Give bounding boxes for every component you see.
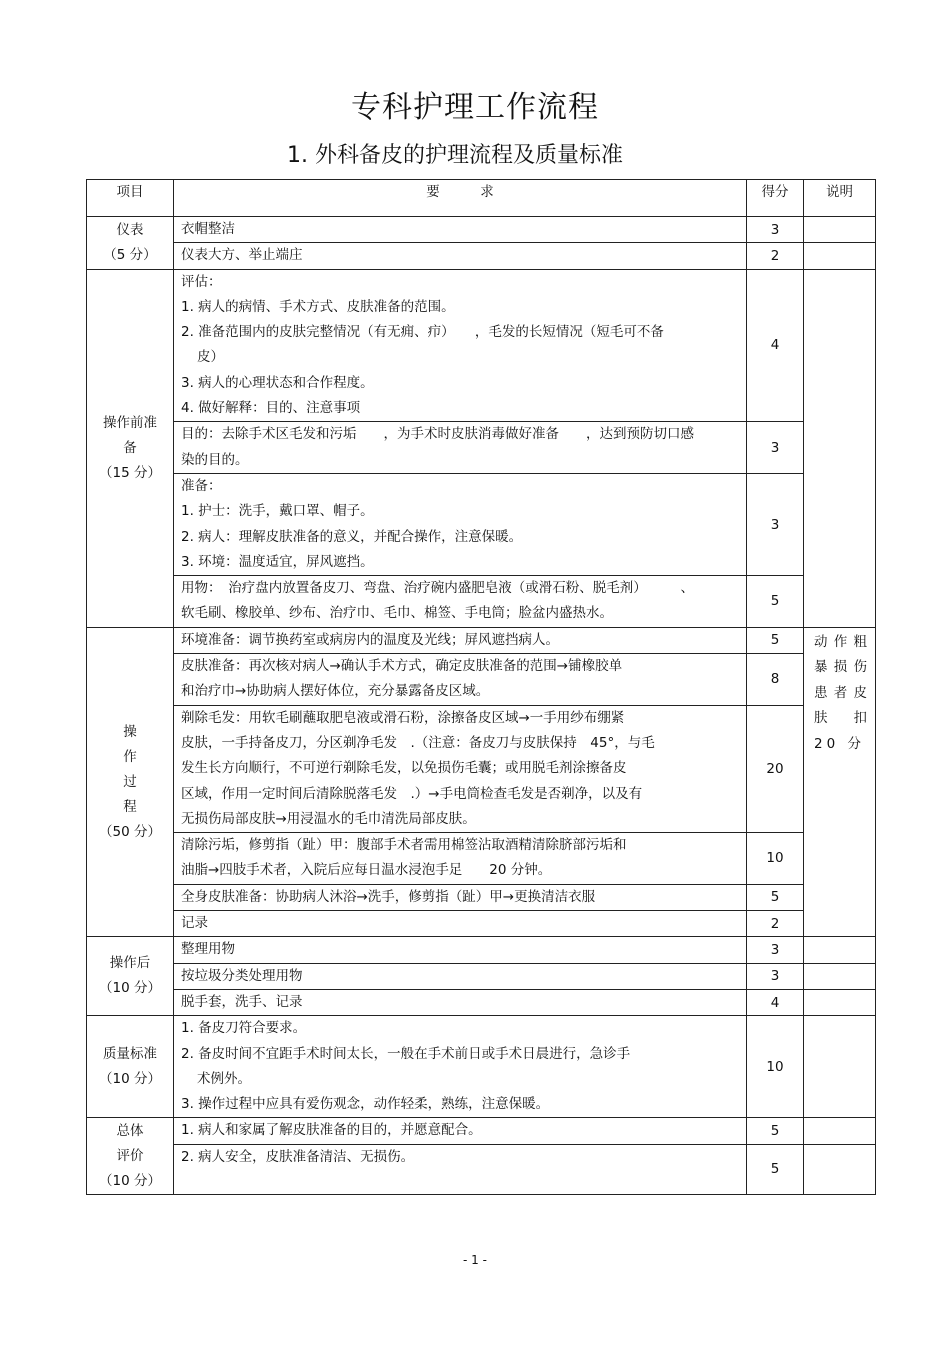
- category-cell: [87, 217, 174, 270]
- table-row: [87, 833, 876, 885]
- requirement-cell: [174, 1016, 747, 1118]
- table-row: [87, 243, 876, 269]
- category-cell: [87, 269, 174, 627]
- requirement-cell: [174, 1144, 747, 1194]
- requirement-line: 用物： 治疗盘内放置备皮刀、弯盘、治疗碗内盛肥皂液（或滑石粉、脱毛剂） 、: [181, 580, 694, 597]
- requirement-line: 软毛刷、橡胶单、纱布、治疗巾、毛巾、棉签、手电筒；脸盆内盛热水。: [181, 605, 613, 622]
- score-cell: 3: [747, 937, 804, 963]
- requirement-line: 无损伤局部皮肤→用浸温水的毛巾清洗局部皮肤。: [181, 810, 476, 827]
- category-label: 过: [123, 773, 137, 790]
- requirement-line: 目的：去除手术区毛发和污垢 ，为手术时皮肤消毒做好准备 ，达到预防切口感: [181, 426, 694, 443]
- page-subtitle: 1. 外科备皮的护理流程及质量标准: [287, 143, 623, 168]
- category-cell: [87, 1118, 174, 1194]
- note-cell: [804, 269, 876, 627]
- requirement-line: 1. 病人和家属了解皮肤准备的目的，并愿意配合。: [181, 1122, 482, 1139]
- requirement-line: 区域，作用一定时间后清除脱落毛发 .）→手电筒检查毛发是否剃净，以及有: [181, 785, 643, 802]
- table-row: [87, 963, 876, 989]
- score-cell: 2: [747, 243, 804, 269]
- category-label: 仪表: [116, 221, 144, 238]
- score-cell: 5: [747, 1118, 804, 1144]
- requirement-line: 发生长方向顺行，不可逆行剃除毛发，以免损伤毛囊；或用脱毛剂涂擦备皮: [181, 760, 627, 777]
- note-cell: [804, 963, 876, 989]
- requirement-line: 脱手套，洗手、记录: [181, 993, 303, 1010]
- requirement-cell: [174, 243, 747, 269]
- score-cell: 5: [747, 884, 804, 910]
- requirement-line: 和治疗巾→协助病人摆好体位，充分暴露备皮区域。: [181, 683, 490, 700]
- note-cell: 动作粗暴损伤患者皮肤扣 20 分: [804, 627, 876, 937]
- nursing-standard-table: [86, 179, 876, 1195]
- category-label: （5 分）: [103, 246, 157, 263]
- requirement-line: 评估：: [181, 273, 222, 290]
- requirement-line: 4. 做好解释：目的、注意事项: [181, 400, 361, 417]
- requirement-line: 2. 病人：理解皮肤准备的意义，并配合操作，注意保暖。: [181, 528, 523, 545]
- table-row: [87, 1144, 876, 1194]
- requirement-line: 3. 操作过程中应具有爱伤观念，动作轻柔，熟练，注意保暖。: [181, 1096, 550, 1113]
- header-requirement: 要 求: [174, 180, 747, 217]
- category-cell: [87, 937, 174, 1016]
- category-label: 质量标准: [103, 1045, 157, 1062]
- note-cell: [804, 989, 876, 1015]
- score-cell: 4: [747, 269, 804, 422]
- requirement-line: 油脂→四肢手术者，入院后应每日温水浸泡手足 20 分钟。: [181, 862, 552, 879]
- note-cell: [804, 243, 876, 269]
- score-cell: 10: [747, 1016, 804, 1118]
- score-cell: 5: [747, 627, 804, 653]
- category-label: （10 分）: [99, 1070, 161, 1087]
- table-row: [87, 576, 876, 628]
- category-label: 操作后: [109, 955, 151, 972]
- requirement-cell: [174, 833, 747, 885]
- category-label: 作: [123, 748, 137, 765]
- requirement-line: 2. 备皮时间不宜距手术时间太长，一般在手术前日或手术日晨进行，急诊手: [181, 1045, 631, 1062]
- score-cell: 3: [747, 473, 804, 575]
- note-cell: [804, 1144, 876, 1194]
- table-row: [87, 654, 876, 706]
- requirement-cell: [174, 473, 747, 575]
- note-cell: [804, 937, 876, 963]
- requirement-line: 3. 环境：温度适宜，屏风遮挡。: [181, 553, 374, 570]
- table-row: [87, 911, 876, 937]
- requirement-line: 仪表大方、举止端庄: [181, 247, 303, 264]
- category-cell: [87, 1016, 174, 1118]
- requirement-line: 2. 准备范围内的皮肤完整情况（有无痈、疖） ，毛发的长短情况（短毛可不备: [181, 324, 664, 341]
- note-cell: [804, 1118, 876, 1144]
- page-title: 专科护理工作流程: [351, 90, 599, 125]
- category-label: 总体: [116, 1122, 144, 1139]
- requirement-line: 记录: [181, 915, 208, 932]
- requirement-cell: [174, 576, 747, 628]
- score-cell: 3: [747, 963, 804, 989]
- table-row: [87, 705, 876, 832]
- requirement-cell: [174, 654, 747, 706]
- category-label: 评价: [116, 1147, 144, 1164]
- table-row: [87, 1118, 876, 1144]
- category-label: （10 分）: [99, 1172, 161, 1189]
- page-number: - 1 -: [463, 1253, 487, 1267]
- note-cell: [804, 217, 876, 243]
- requirement-line: 剃除毛发：用软毛刷蘸取肥皂液或滑石粉，涂擦备皮区域→一手用纱布绷紧: [181, 709, 625, 726]
- table-header-row: [87, 180, 876, 217]
- requirement-line: 清除污垢，修剪指（趾）甲：腹部手术者需用棉签沾取酒精清除脐部污垢和: [181, 837, 627, 854]
- requirement-line: 术例外。: [197, 1070, 251, 1087]
- score-cell: 8: [747, 654, 804, 706]
- category-cell: [87, 627, 174, 937]
- requirement-cell: [174, 911, 747, 937]
- category-label: （50 分）: [99, 823, 161, 840]
- requirement-line: 1. 备皮刀符合要求。: [181, 1020, 307, 1037]
- requirement-cell: [174, 1118, 747, 1144]
- table-row: [87, 473, 876, 575]
- requirement-cell: [174, 963, 747, 989]
- requirement-cell: [174, 884, 747, 910]
- table-row: [87, 422, 876, 474]
- requirement-line: 整理用物: [181, 941, 235, 958]
- requirement-line: 按垃圾分类处理用物: [181, 967, 303, 984]
- requirement-cell: [174, 705, 747, 832]
- category-label: 操: [123, 723, 137, 740]
- requirement-line: 皮）: [197, 349, 224, 366]
- category-label: 操作前准: [103, 414, 157, 431]
- score-cell: 5: [747, 1144, 804, 1194]
- header-score: 得分: [747, 180, 804, 217]
- table-row: [87, 937, 876, 963]
- score-cell: 5: [747, 576, 804, 628]
- requirement-line: 3. 病人的心理状态和合作程度。: [181, 374, 374, 391]
- requirement-line: 全身皮肤准备：协助病人沐浴→洗手，修剪指（趾）甲→更换清洁衣服: [181, 888, 596, 905]
- requirement-cell: [174, 217, 747, 243]
- score-cell: 2: [747, 911, 804, 937]
- table-row: [87, 1016, 876, 1118]
- requirement-line: 1. 护士：洗手，戴口罩、帽子。: [181, 503, 374, 520]
- requirement-cell: [174, 422, 747, 474]
- header-note: 说明: [804, 180, 876, 217]
- requirement-line: 染的目的。: [181, 451, 249, 468]
- category-label: （10 分）: [99, 980, 161, 997]
- table-row: [87, 627, 876, 653]
- category-label: 备: [123, 439, 137, 456]
- table-row: [87, 989, 876, 1015]
- requirement-cell: [174, 989, 747, 1015]
- score-cell: 3: [747, 217, 804, 243]
- requirement-line: 环境准备：调节换药室或病房内的温度及光线；屏风遮挡病人。: [181, 631, 559, 648]
- category-label: （15 分）: [99, 464, 161, 481]
- score-cell: 4: [747, 989, 804, 1015]
- table-row: [87, 269, 876, 422]
- score-cell: 10: [747, 833, 804, 885]
- score-cell: 20: [747, 705, 804, 832]
- table-row: [87, 217, 876, 243]
- requirement-line: 2. 病人安全，皮肤准备清洁、无损伤。: [181, 1148, 415, 1165]
- requirement-line: 准备：: [181, 477, 222, 494]
- requirement-cell: [174, 937, 747, 963]
- requirement-cell: [174, 627, 747, 653]
- requirement-line: 衣帽整洁: [181, 221, 235, 237]
- note-cell: [804, 1016, 876, 1118]
- category-label: 程: [123, 798, 137, 815]
- requirement-line: 1. 病人的病情、手术方式、皮肤准备的范围。: [181, 298, 455, 315]
- header-item: 项目: [87, 180, 174, 217]
- requirement-line: 皮肤，一手持备皮刀，分区剃净毛发 .（注意：备皮刀与皮肤保持 45°，与毛: [181, 734, 655, 751]
- requirement-cell: [174, 269, 747, 422]
- score-cell: 3: [747, 422, 804, 474]
- table-row: [87, 884, 876, 910]
- requirement-line: 皮肤准备：再次核对病人→确认手术方式，确定皮肤准备的范围→铺橡胶单: [181, 658, 623, 675]
